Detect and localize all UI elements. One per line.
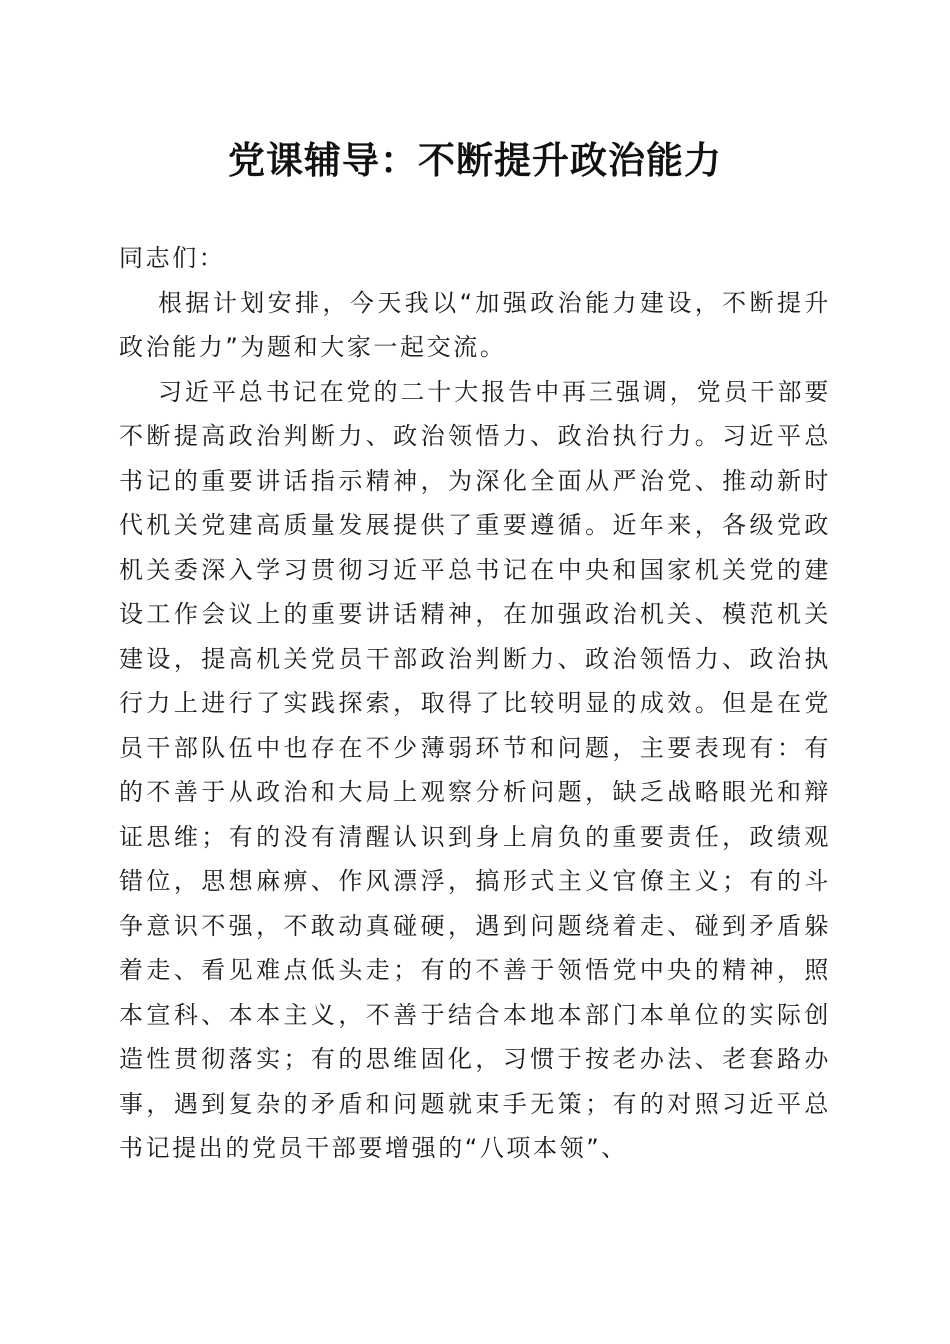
paragraph-main: 习近平总书记在党的二十大报告中再三强调，党员干部要不断提高政治判断力、政治领悟力、政治执行力。习近平总书记的重要讲话指示精神，为深化全面从严治党、推动新时代机关党建高质量发展提供了重要遵循。近年来，各级党政机关委深入学习贯彻习近平总书记在中央和国家机关党的建设工作会议上的重要讲话精神，在加强政治机关、模范机关建设，提高机关党员干部政治判断力、政治领悟力、政治执行力上进行了实践探索，取得了比较明显的成效。但是在党员干部队伍中也存在不少薄弱环节和问题，主要表现有：有的不善于从政治和大局上观察分析问题，缺乏战略眼光和辩证思维；有的没有清醒认识到身上肩负的重要责任，政绩观错位，思想麻痹、作风漂浮，搞形式主义官僚主义；有的斗争意识不强，不敢动真碰硬，遇到问题绕着走、碰到矛盾躲着走、看见难点低头走；有的不善于领悟党中央的精神，照本宣科、本本主义，不善于结合本地本部门本单位的实际创造性贯彻落实；有的思维固化，习惯于按老办法、老套路办事，遇到复杂的矛盾和问题就束手无策；有的对照习近平总书记提出的党员干部要增强的“八项本领”、 <box>119 377 831 1162</box>
document-title: 党课辅导：不断提升政治能力 <box>228 138 722 182</box>
paragraph-intro: 根据计划安排，今天我以“加强政治能力建设，不断提升政治能力”为题和大家一起交流。 <box>119 288 831 361</box>
salutation: 同志们： <box>119 244 226 272</box>
document-body <box>119 236 831 1171</box>
